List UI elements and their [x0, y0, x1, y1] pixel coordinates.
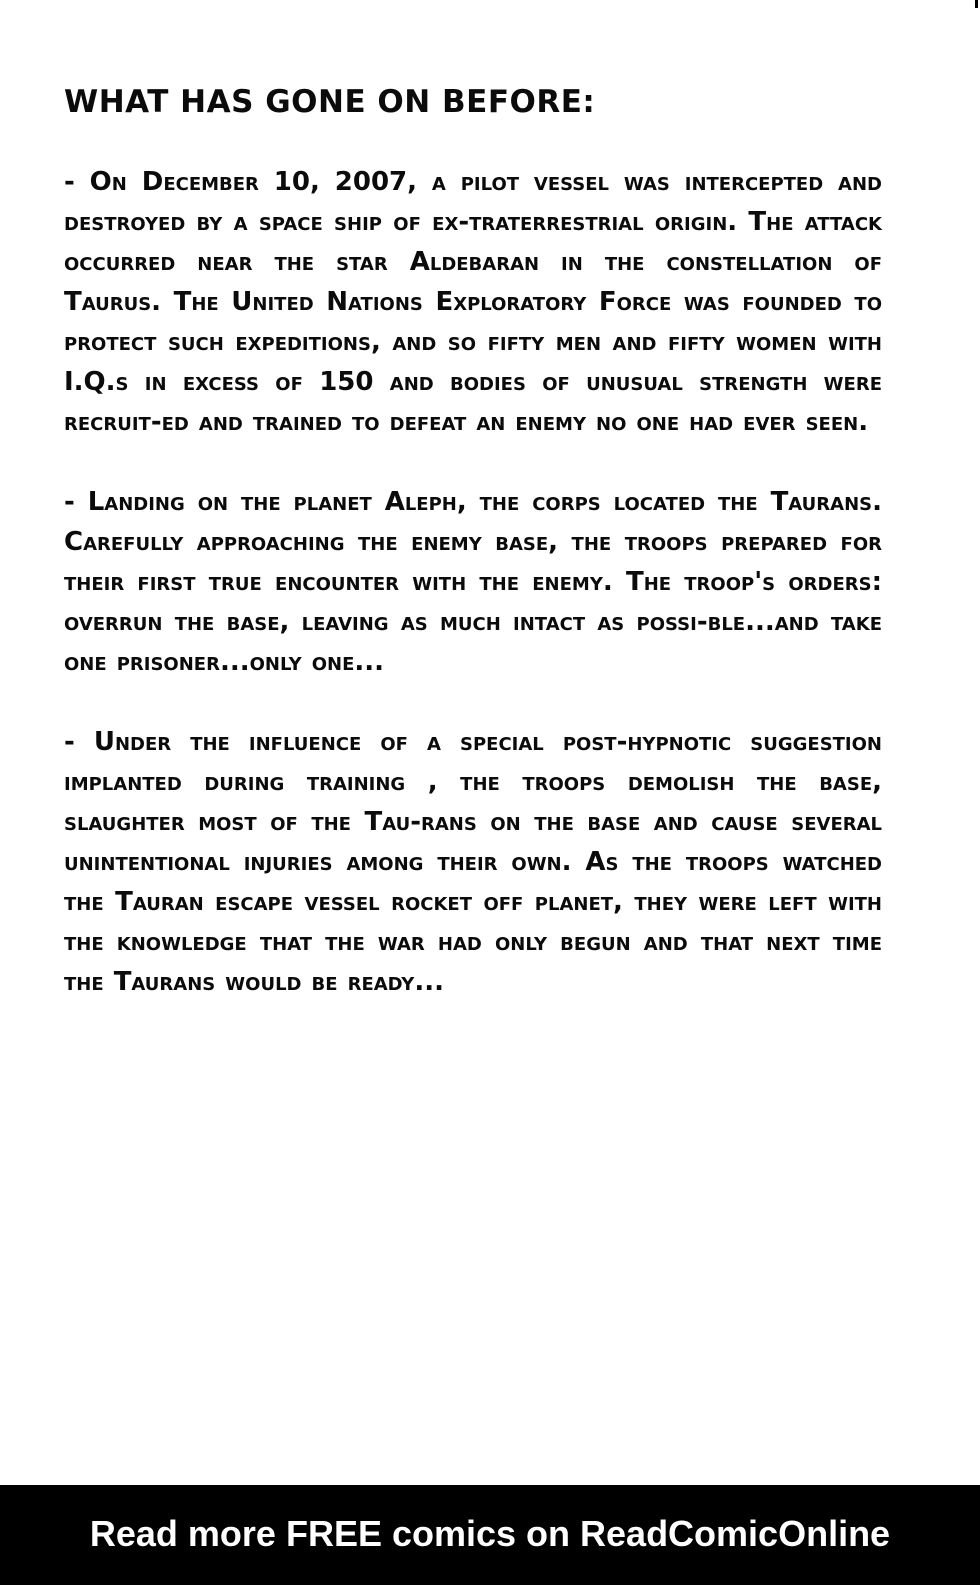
- recap-paragraph-3: - Under the influence of a special post-hypnotic suggestion implanted during training , the troops demolish the base, slaughter most of the Tau-rans on the base and cause several unintentional injuries among their own. As the troops watched the Tauran escape vessel rocket off planet, they were left with the knowledge that the war had only begun and that next time the Taurans would be ready...: [64, 727, 882, 997]
- page-edge-mark: [975, 0, 978, 8]
- promo-footer-banner[interactable]: [0, 1485, 980, 1585]
- recap-text-block: [64, 82, 882, 1042]
- recap-paragraph-2: - Landing on the planet Aleph, the corps located the Taurans. Carefully approaching the enemy base, the troops prepared for their first true encounter with the enemy. The troop's orders: overrun the base, leaving as much intact as possi-ble...and take one prisoner...only one...: [64, 487, 882, 677]
- recap-paragraph-1: - On December 10, 2007, a pilot vessel was intercepted and destroyed by a space ship of ex-traterrestrial origin. The attack occurred near the star Aldebaran in the constellation of Taurus. The United Nations Exploratory Force was founded to protect such expeditions, and so fifty men and fifty women with I.Q.s in excess of 150 and bodies of unusual strength were recruit-ed and trained to defeat an enemy no one had ever seen.: [64, 167, 882, 437]
- promo-footer-text[interactable]: Read more FREE comics on ReadComicOnline: [89, 1513, 891, 1554]
- recap-heading: WHAT HAS GONE ON BEFORE:: [64, 84, 596, 120]
